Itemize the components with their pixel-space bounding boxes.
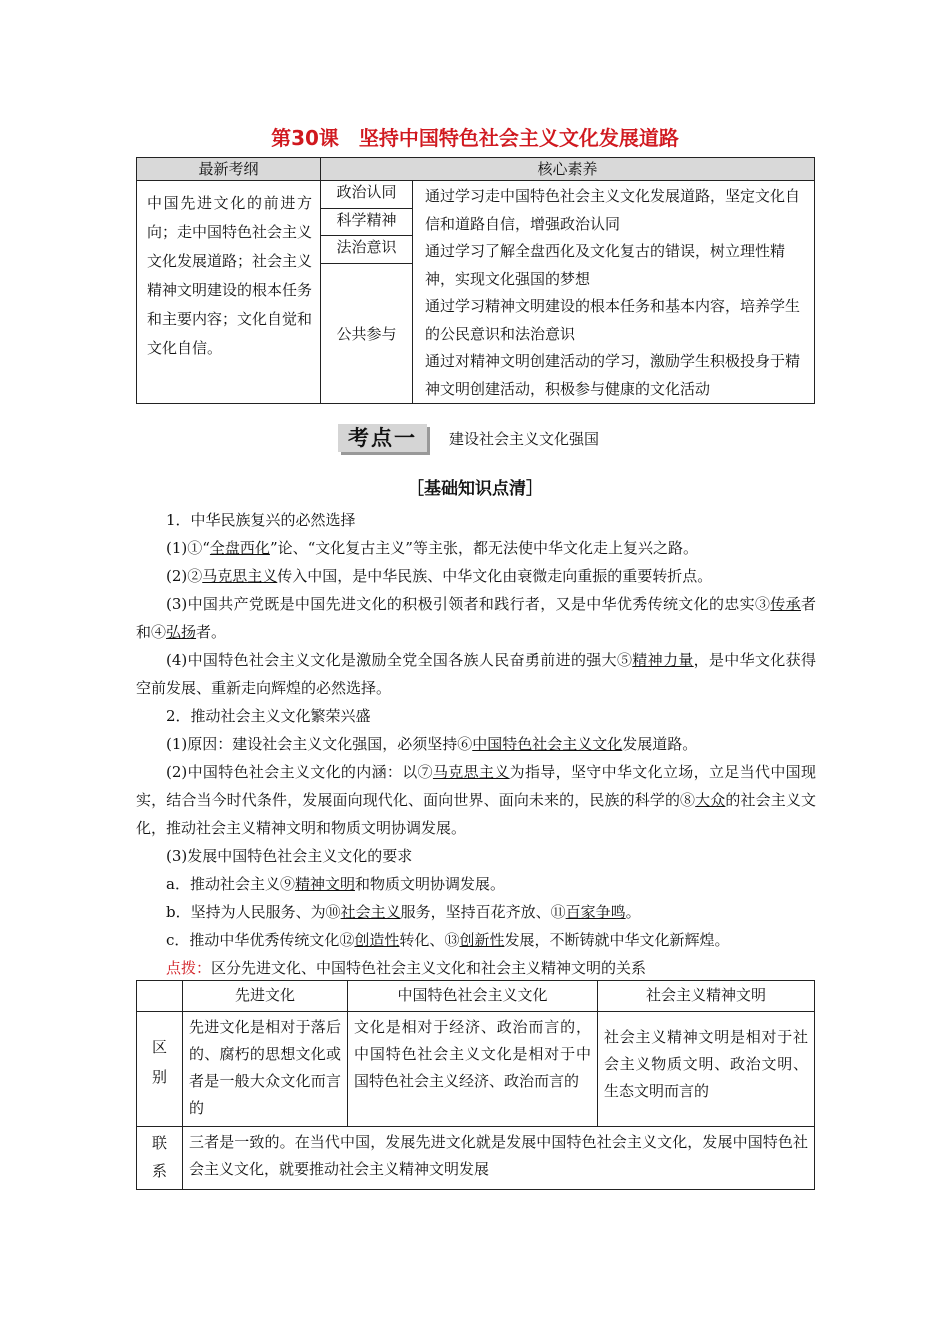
- standards-content: 中国先进文化的前进方向；走中国特色社会主义文化发展道路；社会主义精神文明建设的根本任务和主要内容；文化自觉和文化自信。: [137, 181, 321, 404]
- tip-label: 点拨：: [166, 959, 212, 977]
- header-standards: 最新考纲: [137, 158, 321, 181]
- literacy-line: 通过学习了解全盘西化及文化复古的错误，树立理性精神，实现文化强国的梦想: [425, 242, 786, 288]
- subheading: 2．推动社会主义文化繁荣兴盛: [166, 707, 371, 725]
- section-title: ［基础知识点清］: [407, 479, 543, 499]
- exam-point-header: [338, 424, 599, 452]
- header-literacy: 核心素养: [321, 158, 815, 181]
- exam-point-title: 建设社会主义文化强国: [449, 429, 600, 448]
- literacy-line: 通过学习精神文明建设的根本任务和基本内容，培养学生的公民意识和法治意识: [425, 297, 801, 343]
- tip: 点拨：区分先进文化、中国特色社会主义文化和社会主义精神文明的关系: [166, 959, 647, 977]
- cell-socialist-culture: 文化是相对于经济、政治而言的，中国特色社会主义文化是相对于中国特色社会主义经济、政治而言的: [348, 1012, 598, 1127]
- cell-advanced-culture: 先进文化是相对于落后的、腐朽的思想文化或者是一般大众文化而言的: [183, 1012, 348, 1127]
- literacy-political: 政治认同: [321, 181, 413, 209]
- row-label-difference: 区别: [137, 1012, 183, 1127]
- main-content: [136, 506, 816, 982]
- header-advanced-culture: 先进文化: [183, 981, 348, 1012]
- paragraph: b．坚持为人民服务、为⑩社会主义服务，坚持百花齐放、⑪百家争鸣。: [166, 903, 641, 921]
- paragraph: (3)发展中国特色社会主义文化的要求: [166, 847, 413, 865]
- paragraph: (2)中国特色社会主义文化的内涵：以⑦马克思主义为指导，坚守中华文化立场，立足当代中国现实，结合当今时代条件，发展面向现代化、面向世界、面向未来的，民族的科学的⑧大众的社会主义文化，推动社会主义精神文明和物质文明协调发展。: [136, 763, 816, 837]
- comparison-table: [136, 980, 815, 1190]
- paragraph: (3)中国共产党既是中国先进文化的积极引领者和践行者，又是中华优秀传统文化的忠实③传承者和④弘扬者。: [136, 595, 816, 641]
- standards-table: [136, 157, 815, 404]
- row-label-connection: 联系: [137, 1127, 183, 1190]
- subheading: 1．中华民族复兴的必然选择: [166, 511, 356, 529]
- paragraph: (2)②马克思主义传入中国，是中华民族、中华文化由衰微走向重振的重要转折点。: [166, 567, 713, 585]
- cell-connection: 三者是一致的。在当代中国，发展先进文化就是发展中国特色社会主义文化，发展中国特色社会主义文化，就要推动社会主义精神文明发展: [183, 1127, 815, 1190]
- literacy-description: [413, 181, 815, 404]
- paragraph: a．推动社会主义⑨精神文明和物质文明协调发展。: [166, 875, 505, 893]
- literacy-line: 通过学习走中国特色社会主义文化发展道路，坚定文化自信和道路自信，增强政治认同: [425, 187, 801, 233]
- literacy-law: 法治意识: [321, 236, 413, 264]
- paragraph: (4)中国特色社会主义文化是激励全党全国各族人民奋勇前进的强大⑤精神力量，是中华文化获得空前发展、重新走向辉煌的必然选择。: [136, 651, 816, 697]
- header-socialist-culture: 中国特色社会主义文化: [348, 981, 598, 1012]
- literacy-science: 科学精神: [321, 208, 413, 236]
- paragraph: (1)①“全盘西化”论、“文化复古主义”等主张，都无法使中华文化走上复兴之路。: [166, 539, 698, 557]
- header-spiritual-civilization: 社会主义精神文明: [598, 981, 815, 1012]
- paragraph: (1)原因：建设社会主义文化强国，必须坚持⑥中国特色社会主义文化发展道路。: [166, 735, 698, 753]
- header-blank: [137, 981, 183, 1012]
- page-title: 第30课 坚持中国特色社会主义文化发展道路: [271, 126, 679, 150]
- paragraph: c．推动中华优秀传统文化⑫创造性转化、⑬创新性发展，不断铸就中华文化新辉煌。: [166, 931, 730, 949]
- literacy-participation: 公共参与: [321, 263, 413, 403]
- cell-spiritual-civilization: 社会主义精神文明是相对于社会主义物质文明、政治文明、生态文明而言的: [598, 1012, 815, 1127]
- literacy-line: 通过对精神文明创建活动的学习，激励学生积极投身于精神文明创建活动，积极参与健康的文化活动: [425, 352, 801, 398]
- exam-point-badge: 考点一: [338, 424, 427, 452]
